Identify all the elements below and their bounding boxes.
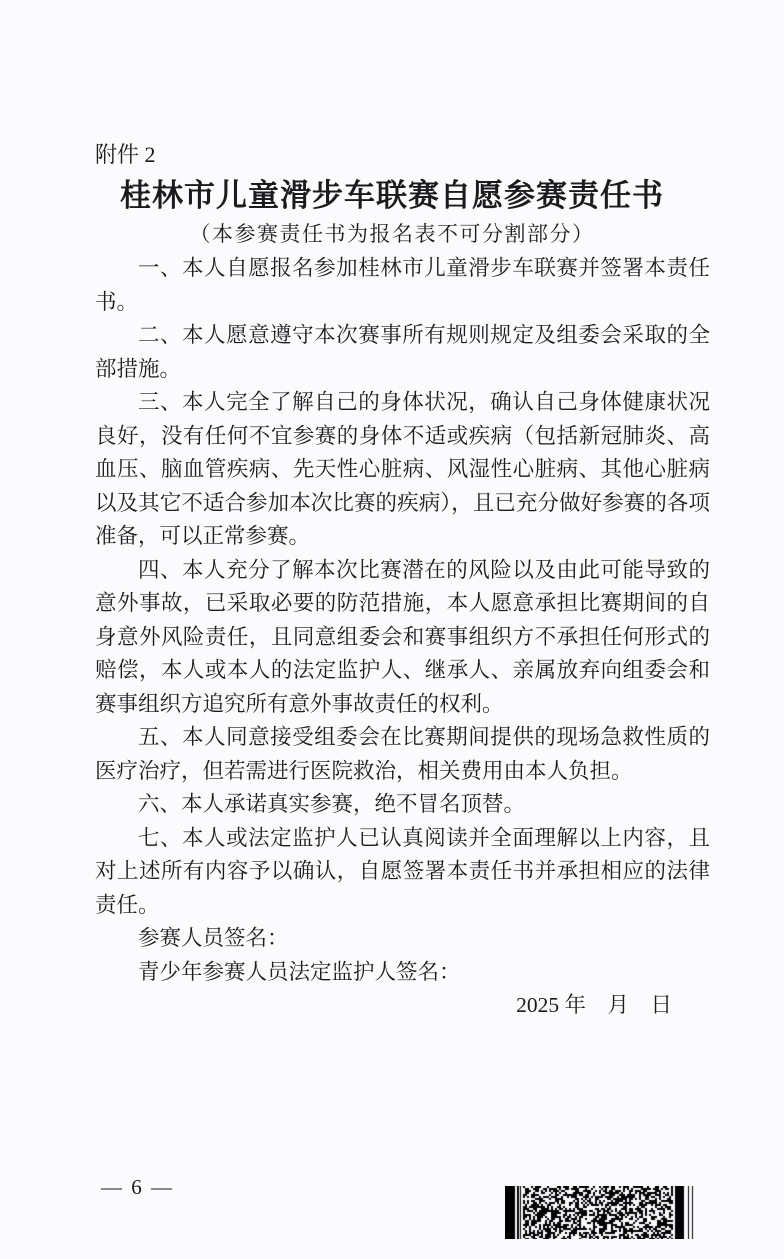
document-page (0, 141, 784, 1259)
document-subtitle: （本参赛责任书为报名表不可分割部分） (189, 222, 595, 246)
guardian-signature-line: 青少年参赛人员法定监护人签名： (138, 959, 461, 984)
document-title: 桂林市儿童滑步车联赛自愿参赛责任书 (120, 178, 664, 213)
clause-paragraph-3: 三、本人完全了解自己的身体状况，确认自己身体健康状况良好，没有任何不宜参赛的身体不适或疾病（包括新冠肺炎、高血压、脑血管疾病、先天性心脏病、风湿性心脏病、其他心脏病以及其它不适合参加本次比赛的疾病），且已充分做好参赛的各项准备，可以正常参赛。 (95, 390, 710, 548)
clause-paragraph-1: 一、本人自愿报名参加桂林市儿童滑步车联赛并签署本责任书。 (95, 256, 710, 314)
attachment-label: 附件 2 (95, 142, 156, 167)
clause-paragraph-6: 六、本人承诺真实参赛，绝不冒名顶替。 (138, 792, 526, 816)
participant-signature-line: 参赛人员签名： (138, 926, 289, 950)
clause-paragraph-4: 四、本人充分了解本次比赛潜在的风险以及由此可能导致的意外事故，已采取必要的防范措施，本人愿意承担比赛期间的自身意外风险责任，且同意组委会和赛事组织方不承担任何形式的赔偿，本人或本人的法定监护人、继承人、亲属放弃向组委会和赛事组织方追究所有意外事故责任的权利。 (95, 557, 710, 716)
clause-paragraph-5: 五、本人同意接受组委会在比赛期间提供的现场急救性质的医疗治疗，但若需进行医院救治，相关费用由本人负担。 (95, 725, 710, 783)
document-barcode (505, 1186, 696, 1239)
clause-paragraph-2: 二、本人愿意遵守本次赛事所有规则规定及组委会采取的全部措施。 (95, 323, 710, 381)
page-number: — 6 — (101, 1175, 174, 1199)
clause-paragraph-7: 七、本人或法定监护人已认真阅读并全面理解以上内容，且对上述所有内容予以确认，自愿签署本责任书并承担相应的法律责任。 (95, 825, 710, 917)
date-line: 2025 年 月 日 (516, 993, 672, 1017)
document-body (95, 252, 710, 1023)
